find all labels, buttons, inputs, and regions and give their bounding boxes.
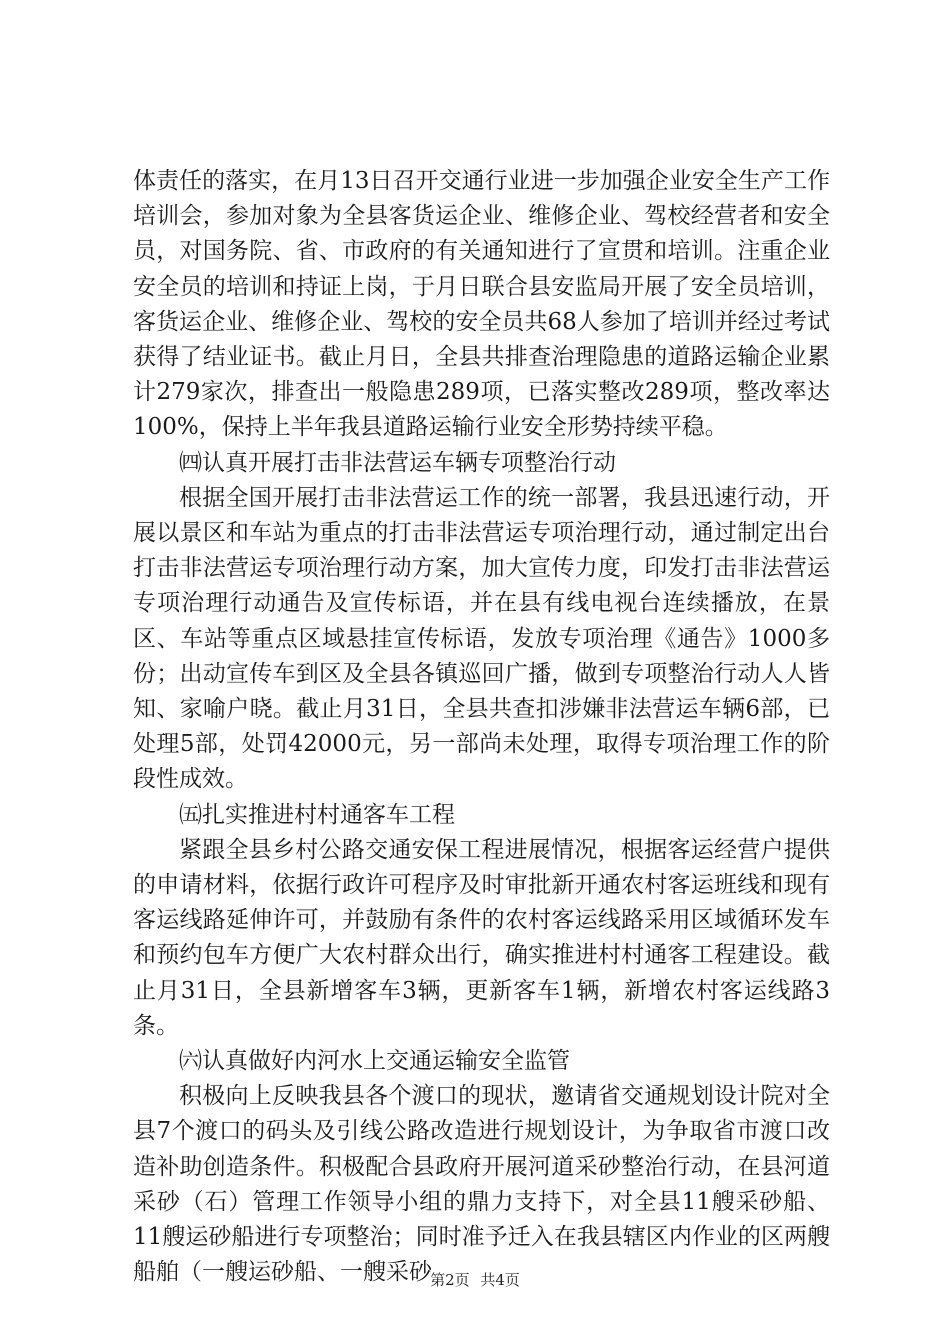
paragraph-waterway-safety: 积极向上反映我县各个渡口的现状，邀请省交通规划设计院对全县7个渡口的码头及引线公路改造进行规划设计，为争取省市渡口改造补助创造条件。积极配合县政府开展河道采砂整治行动，在县河道采砂（石）管理工作领导小组的鼎力支持下，对全县11艘采砂船、11艘运砂船进行专项整治；同时准予迁入在我县辖区内作业的区两艘船舶（一艘运砂船、一艘采砂 (133, 1083, 830, 1286)
paragraph-illegal-operation: 根据全国开展打击非法营运工作的统一部署，我县迅速行动，开展以景区和车站为重点的打击非法营运专项治理行动，通过制定出台打击非法营运专项治理行动方案，加大宣传力度，印发打击非法营运专项治理行动通告及宣传标语，并在县有线电视台连续播放，在景区、车站等重点区域悬挂宣传标语，发放专项治理《通告》1000多份；出动宣传车到区及全县各镇巡回广播，做到专项整治行动人人皆知、家喻户晓。截止月31日，全县共查扣涉嫌非法营运车辆6部，已处理5部，处罚42000元，另一部尚未处理，取得专项治理工作的阶段性成效。 (133, 484, 830, 793)
section-heading-waterway-safety: ㈥认真做好内河水上交通运输安全监管 (179, 1048, 570, 1075)
page-total: 共4页 (480, 1271, 520, 1289)
section-heading-illegal-operation: ㈣认真开展打击非法营运车辆专项整治行动 (179, 449, 616, 476)
page-number: 第2页 (430, 1271, 470, 1289)
paragraph-safety-training: 体责任的落实，在月13日召开交通行业进一步加强企业安全生产工作培训会，参加对象为全县客货运企业、维修企业、驾校经营者和安全员，对国务院、省、市政府的有关通知进行了宣贯和培训。注重企业安全员的培训和持证上岗，于月日联合县安监局开展了安全员培训，客货运企业、维修企业、驾校的安全员共68人参加了培训并经过考试获得了结业证书。截止月日，全县共排查治理隐患的道路运输企业累计279家次，排查出一般隐患289项，已落实整改289项，整改率达100%，保持上半年我县道路运输行业安全形势持续平稳。 (133, 168, 830, 441)
paragraph-village-bus: 紧跟全县乡村公路交通安保工程进展情况，根据客运经营户提供的申请材料，依据行政许可程序及时审批新开通农村客运班线和现有客运线路延伸许可，并鼓励有条件的农村客运线路采用区域循环发车和预约包车方便广大农村群众出行，确实推进村村通客工程建设。截止月31日，全县新增客车3辆，更新客车1辆，新增农村客运线路3条。 (133, 836, 830, 1039)
page-footer (0, 1270, 950, 1290)
document-body (133, 164, 830, 1291)
section-heading-village-bus: ㈤扎实推进村村通客车工程 (179, 801, 455, 828)
